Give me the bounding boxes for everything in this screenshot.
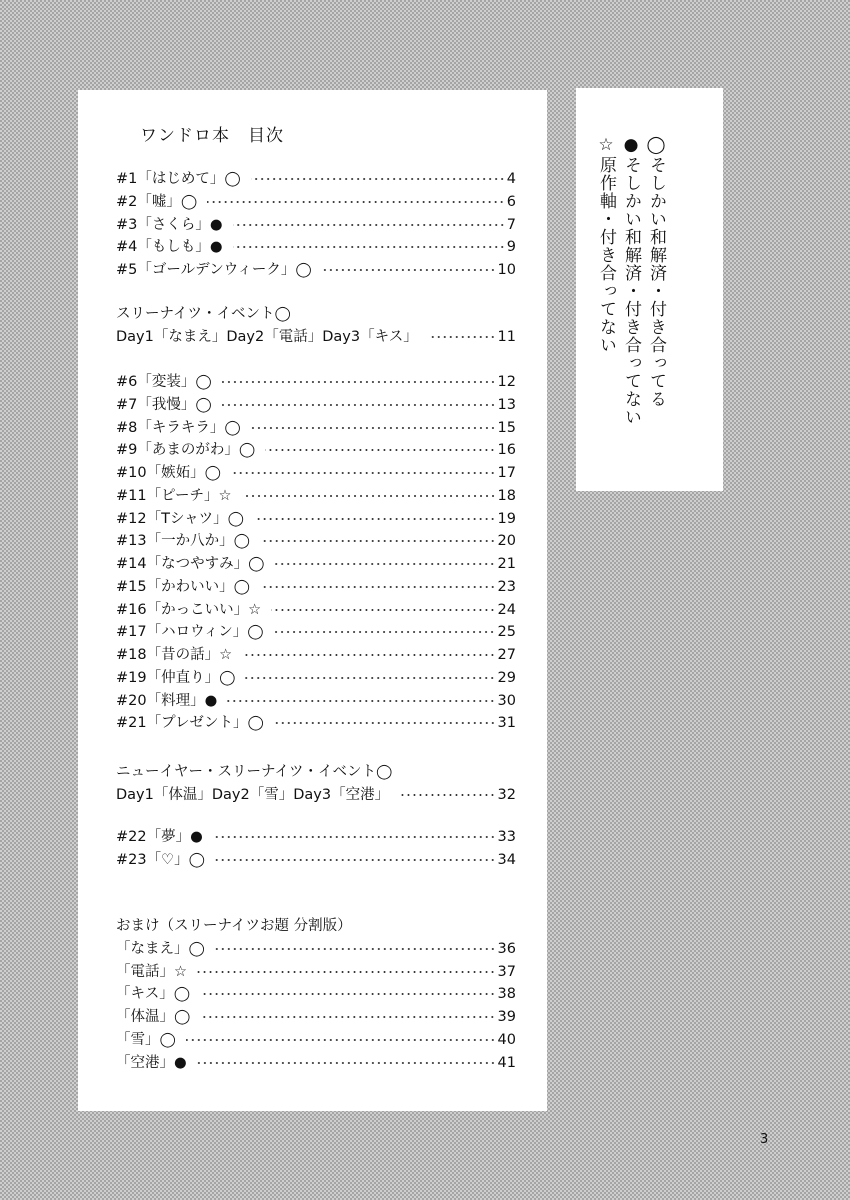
dot-leader [271,609,495,611]
entry-page-number: 33 [497,829,516,845]
dot-leader [428,336,496,338]
dot-leader [242,495,496,497]
toc-entry [116,236,516,258]
entry-page-number: 21 [497,556,516,572]
entry-page-number: 31 [497,715,516,732]
entry-page-number: 40 [497,1031,516,1048]
entry-title: 「電話」☆ [116,963,187,980]
toc-entry [116,849,516,871]
entry-page-number: 37 [497,963,516,980]
dot-leader [186,1039,496,1041]
entry-page-number: 36 [497,940,516,957]
toc-entry [116,667,516,689]
toc-entry [116,553,516,575]
entry-title: 「雪」◯ [116,1031,176,1048]
toc-entry [116,371,516,393]
entry-page-number: 9 [506,239,516,256]
entry-page-number: 20 [497,533,516,550]
toc-entry [116,168,516,190]
entry-page-number: 34 [497,851,516,868]
dot-leader [231,472,496,474]
dot-leader [233,224,505,226]
toc-entry [116,599,516,621]
section-heading: スリーナイツ・イベント◯ [116,306,291,322]
entry-page-number: 7 [506,216,516,233]
entry-page-number: 16 [497,442,516,459]
dot-leader [215,859,496,861]
toc-entry [116,394,516,416]
toc-entry [116,644,516,666]
entry-page-number: 10 [497,262,516,278]
entry-title: #13「一か八か」◯ [116,533,250,550]
dot-leader [215,948,496,950]
entry-page-number: 11 [497,328,516,345]
entry-title: #16「かっこいい」☆ [116,601,262,618]
toc-entry [116,1029,516,1051]
dot-leader [200,1016,495,1018]
entry-page-number: 39 [497,1009,516,1025]
entry-page-number: 27 [497,647,516,663]
toc-entry [116,576,516,598]
entry-title: #11「ピーチ」☆ [116,487,232,504]
toc-entry [116,214,516,236]
toc-entry [116,784,516,806]
toc-entry [116,961,516,983]
legend-item-circle: ◯そしかい和解済・付き合ってる [646,135,666,408]
toc-entry [116,417,516,439]
toc-entry [116,712,516,734]
dot-leader [197,971,496,973]
entry-title: 「空港」● [116,1054,187,1071]
dot-leader [222,404,496,406]
dot-leader [274,722,496,724]
toc-entry [116,1052,516,1074]
toc-entry [116,826,516,848]
toc-entry [116,191,516,213]
entry-title: #12「Tシャツ」◯ [116,510,244,527]
entry-title: #1「はじめて」◯ [116,171,241,187]
entry-title: #4「もしも」● [116,239,223,256]
entry-page-number: 38 [497,986,516,1003]
entry-title: #23「♡」◯ [116,851,205,868]
dot-leader [265,449,495,451]
dot-leader [273,631,495,633]
dot-leader [213,836,496,838]
toc-title: ワンドロ本 目次 [140,126,284,146]
dot-leader [227,700,495,702]
toc-entry [116,259,516,281]
entry-title: 「なまえ」◯ [116,940,205,957]
entry-title: #2「嘘」◯ [116,193,198,210]
toc-entry [116,508,516,530]
legend-item-filled: ●そしかい和解済・付き合ってない [621,135,641,426]
toc-entry [116,462,516,484]
dot-leader [222,381,496,383]
section-heading: おまけ（スリーナイツお題 分割版） [116,918,352,934]
dot-leader [233,246,505,248]
page-number: 3 [760,1132,769,1147]
toc-entry [116,938,516,960]
entry-page-number: 23 [497,578,516,595]
entry-title: #22「夢」● [116,829,203,845]
entry-title: #10「嫉妬」◯ [116,465,221,481]
entry-page-number: 30 [497,692,516,709]
dot-leader [245,677,495,679]
entry-title: 「キス」◯ [116,986,190,1003]
entry-page-number: 41 [497,1054,516,1071]
toc-entry [116,1006,516,1028]
entry-title: #7「我慢」◯ [116,396,212,413]
entry-title: #20「料理」● [116,692,218,709]
dot-leader [197,1062,496,1064]
entry-title: #15「かわいい」◯ [116,578,250,595]
entry-title: #17「ハロウィン」◯ [116,624,264,641]
entry-page-number: 6 [506,193,516,210]
toc-entry [116,439,516,461]
dot-leader [399,794,495,796]
dot-leader [200,993,496,995]
toc-entry [116,326,516,348]
entry-title: #21「プレゼント」◯ [116,715,264,732]
entry-title: #9「あまのがわ」◯ [116,442,256,459]
entry-title: #19「仲直り」◯ [116,669,236,686]
dot-leader [251,178,505,180]
dot-leader [207,201,505,203]
dot-leader [254,518,496,520]
entry-page-number: 19 [497,510,516,527]
entry-page-number: 18 [497,487,516,504]
entry-title: #14「なつやすみ」◯ [116,556,265,572]
toc-entry [116,485,516,507]
dot-leader [260,586,496,588]
entry-page-number: 32 [497,786,516,803]
entry-title: Day1「体温」Day2「雪」Day3「空港」 [116,786,390,803]
entry-page-number: 4 [506,171,516,187]
entry-page-number: 17 [497,465,516,481]
entry-page-number: 15 [497,419,516,436]
entry-title: 「体温」◯ [116,1009,191,1025]
dot-leader [322,269,496,271]
entry-title: #8「キラキラ」◯ [116,419,241,436]
toc-entry [116,530,516,552]
entry-title: Day1「なまえ」Day2「電話」Day3「キス」 [116,328,418,345]
entry-page-number: 13 [497,396,516,413]
entry-title: #6「変装」◯ [116,374,212,390]
toc-entry [116,983,516,1005]
dot-leader [242,654,495,656]
toc-entry [116,690,516,712]
toc-entry [116,621,516,643]
legend-item-star: ☆原作軸・付き合ってない [596,135,616,354]
dot-leader [251,427,496,429]
dot-leader [260,540,496,542]
entry-title: #18「昔の話」☆ [116,647,233,663]
dot-leader [274,563,495,565]
entry-title: #3「さくら」● [116,216,223,233]
section-heading: ニューイヤー・スリーナイツ・イベント◯ [116,764,393,780]
entry-page-number: 25 [497,624,516,641]
entry-page-number: 12 [497,374,516,390]
entry-page-number: 29 [497,669,516,686]
entry-page-number: 24 [497,601,516,618]
entry-title: #5「ゴールデンウィーク」◯ [116,262,312,278]
